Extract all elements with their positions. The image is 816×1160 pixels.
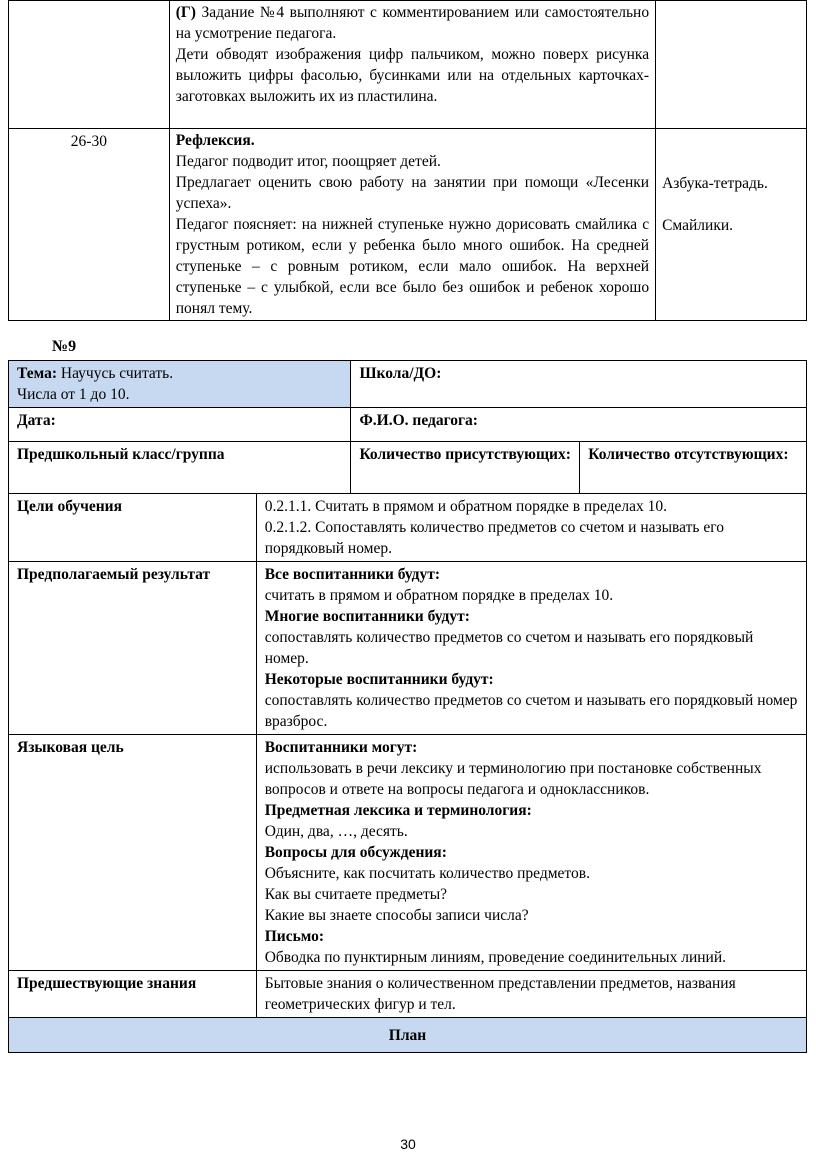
date-label: Дата: xyxy=(17,412,56,429)
lang-cell xyxy=(256,735,806,971)
plan-label: План xyxy=(388,1026,427,1044)
school-cell xyxy=(351,361,807,408)
resource-cell xyxy=(656,129,807,321)
lang-label-cell xyxy=(9,735,257,971)
result-many-text: сопоставлять количество предметов со счетом и называть его порядковый номер. xyxy=(264,629,754,667)
goals-cell xyxy=(256,494,806,562)
absent-label: Количество отсутствующих: xyxy=(588,446,789,463)
lang-vocab-text: Один, два, …, десять. xyxy=(264,823,408,840)
table-row xyxy=(9,361,807,408)
class-cell xyxy=(9,442,351,494)
resource-1: Азбука-тетрадь. xyxy=(662,175,768,192)
table-row xyxy=(9,735,807,971)
date-cell xyxy=(9,408,351,442)
table-row xyxy=(9,971,807,1018)
topic-cell xyxy=(9,361,351,408)
resource-2: Смайлики. xyxy=(662,217,734,234)
result-label: Предполагаемый результат xyxy=(17,566,211,583)
lang-writing-heading: Письмо: xyxy=(264,928,325,945)
lang-question: Объясните, как посчитать количество предметов. xyxy=(264,865,590,882)
goal-item: 0.2.1.2. Сопоставлять количество предметов со счетом и называть его порядковый номер. xyxy=(264,519,724,557)
result-all-text: считать в прямом и обратном порядке в пределах 10. xyxy=(264,587,614,604)
school-label: Школа/ДО: xyxy=(359,365,442,382)
result-label-cell xyxy=(9,562,257,735)
topic-value: Научусь считать. xyxy=(60,365,174,382)
top-plan-table xyxy=(8,0,807,321)
plan-header-cell xyxy=(9,1018,807,1053)
table-row xyxy=(9,562,807,735)
present-cell xyxy=(351,442,580,494)
present-label: Количество присутствующих: xyxy=(359,446,571,463)
goals-label-cell xyxy=(9,494,257,562)
reflection-p1: Педагог подводит итог, поощряет детей. xyxy=(175,153,441,170)
result-many-heading: Многие воспитанники будут: xyxy=(264,608,470,625)
prior-text: Бытовые знания о количественном представлении предметов, названия геометрических фигур и тел. xyxy=(264,975,736,1013)
topic-label: Тема: xyxy=(17,365,57,382)
prior-cell xyxy=(256,971,806,1018)
activity-cell xyxy=(169,1,655,129)
prior-label: Предшествующие знания xyxy=(17,975,197,992)
time-cell xyxy=(9,129,170,321)
resource-cell xyxy=(656,1,807,129)
teacher-label: Ф.И.О. педагога: xyxy=(359,412,478,429)
teacher-cell xyxy=(351,408,807,442)
reflection-p2: Предлагает оценить свою работу на занятии при помощи «Лесенки успеха». xyxy=(175,174,650,212)
reflection-title: Рефлексия. xyxy=(175,132,255,149)
lang-can-heading: Воспитанники могут: xyxy=(264,739,418,756)
lang-questions-heading: Вопросы для обсуждения: xyxy=(264,844,447,861)
result-some-heading: Некоторые воспитанники будут: xyxy=(264,671,494,688)
table-row xyxy=(9,494,807,562)
table-row xyxy=(9,1,807,129)
lang-question: Как вы считаете предметы? xyxy=(264,886,448,903)
reflection-p3: Педагог поясняет: на нижней ступеньке нужно дорисовать смайлика с грустным ротиком, если у ребенка было много ошибок. На средней ступеньке – с ровным ротиком, если мало ошибок. На верхней ступеньке – с улыбкой, если все было без ошибок и ребенок хорошо понял тему. xyxy=(175,216,650,317)
result-some-text: сопоставлять количество предметов со счетом и называть его порядковый номер вразброс. xyxy=(264,692,798,730)
page-number: 30 xyxy=(400,1136,416,1152)
result-cell xyxy=(256,562,806,735)
step-text: Задание №4 выполняют с комментированием или самостоятельно на усмотрение педагога. xyxy=(175,4,650,42)
table-row xyxy=(9,129,807,321)
topic-value-2: Числа от 1 до 10. xyxy=(17,386,130,403)
lang-writing-text: Обводка по пунктирным линиям, проведение соединительных линий. xyxy=(264,949,727,966)
time-value: 26-30 xyxy=(70,133,107,150)
table-row xyxy=(9,442,807,494)
lesson-number: №9 xyxy=(52,338,77,355)
lang-label: Языковая цель xyxy=(17,739,124,756)
activity-cell xyxy=(169,129,655,321)
table-row xyxy=(9,408,807,442)
absent-cell xyxy=(580,442,807,494)
goal-item: 0.2.1.1. Считать в прямом и обратном порядке в пределах 10. xyxy=(264,498,668,515)
table-row xyxy=(9,1018,807,1053)
lang-can-text: использовать в речи лексику и терминологию при постановке собственных вопросов и ответе на вопросы педагога и одноклассников. xyxy=(264,760,762,798)
class-label: Предшкольный класс/группа xyxy=(17,446,225,463)
prior-label-cell xyxy=(9,971,257,1018)
step-text-2: Дети обводят изображения цифр пальчиком, можно поверх рисунка выложить цифры фасолью, бусинками или на отдельных карточках-заготовках выложить их из пластилина. xyxy=(175,46,650,105)
goals-label: Цели обучения xyxy=(17,498,122,515)
lang-question: Какие вы знаете способы записи числа? xyxy=(264,907,529,924)
result-all-heading: Все воспитанники будут: xyxy=(264,566,441,583)
lesson-plan-table xyxy=(8,360,807,1053)
time-cell xyxy=(9,1,170,129)
lang-vocab-heading: Предметная лексика и терминология: xyxy=(264,802,532,819)
step-prefix: (Г) xyxy=(175,4,196,21)
